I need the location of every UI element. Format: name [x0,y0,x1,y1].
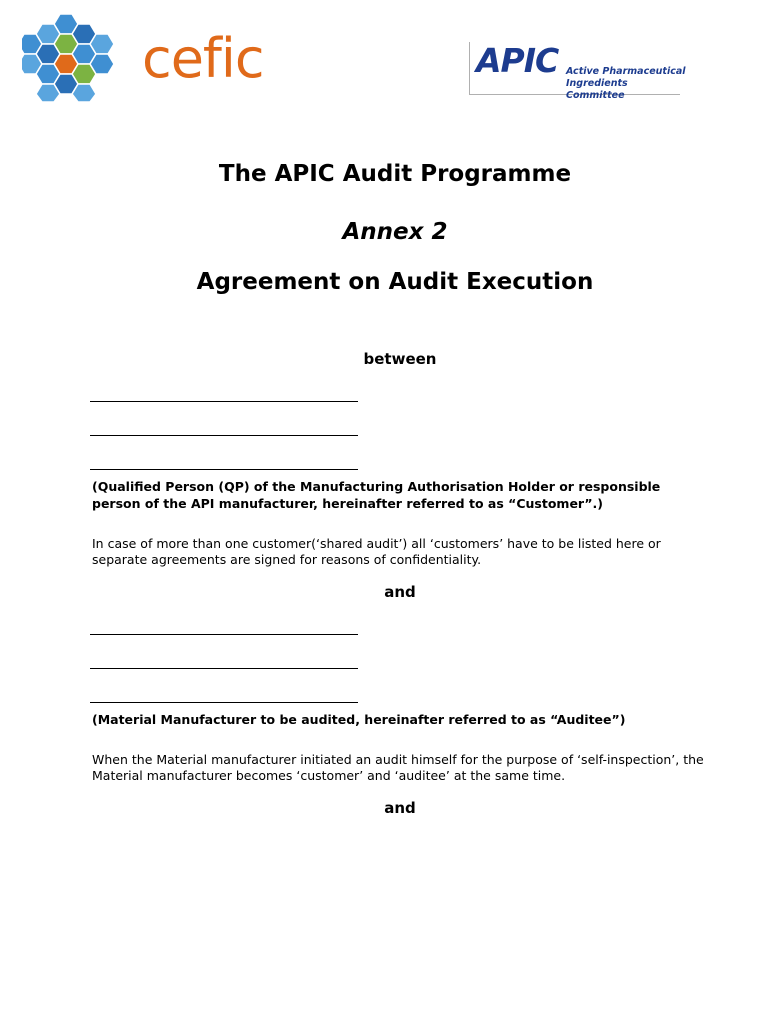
apic-subtitle: Active Pharmaceutical Ingredients Committee [566,66,686,101]
customer-name-line-2 [90,435,358,436]
auditee-definition: (Material Manufacturer to be audited, hereinafter referred to as “Auditee”) [92,712,626,727]
apic-logo [469,41,686,101]
auditee-name-line-1 [90,634,358,635]
document-title: The APIC Audit Programme [218,161,572,187]
cefic-logo [22,12,262,104]
customer-definition: (Qualified Person (QP) of the Manufacturing Authorisation Holder or responsible person of the API manufacturer, hereinafter referred to as “Customer”.) [92,479,661,511]
and-label-2: and [384,799,416,817]
apic-wordmark: APIC [476,41,559,80]
cefic-wordmark: cefic [142,27,264,90]
auditee-note: When the Material manufacturer initiated an audit himself for the purpose of ‘self-inspection’, the Material manufacturer becomes ‘customer’ and ‘auditee’ at the same time. [92,752,704,783]
between-label: between [363,350,437,368]
auditee-name-line-3 [90,702,358,703]
customer-note: In case of more than one customer(‘shared audit’) all ‘customers’ have to be listed here or separate agreements are signed for reasons of confidentiality. [92,536,661,567]
customer-name-line-3 [90,469,358,470]
cefic-hexagon-icon [22,12,122,104]
customer-name-line-1 [90,401,358,402]
annex-heading: Annex 2 [342,219,448,245]
document-subtitle: Agreement on Audit Execution [196,269,594,295]
auditee-name-line-2 [90,668,358,669]
and-label-1: and [384,583,416,601]
